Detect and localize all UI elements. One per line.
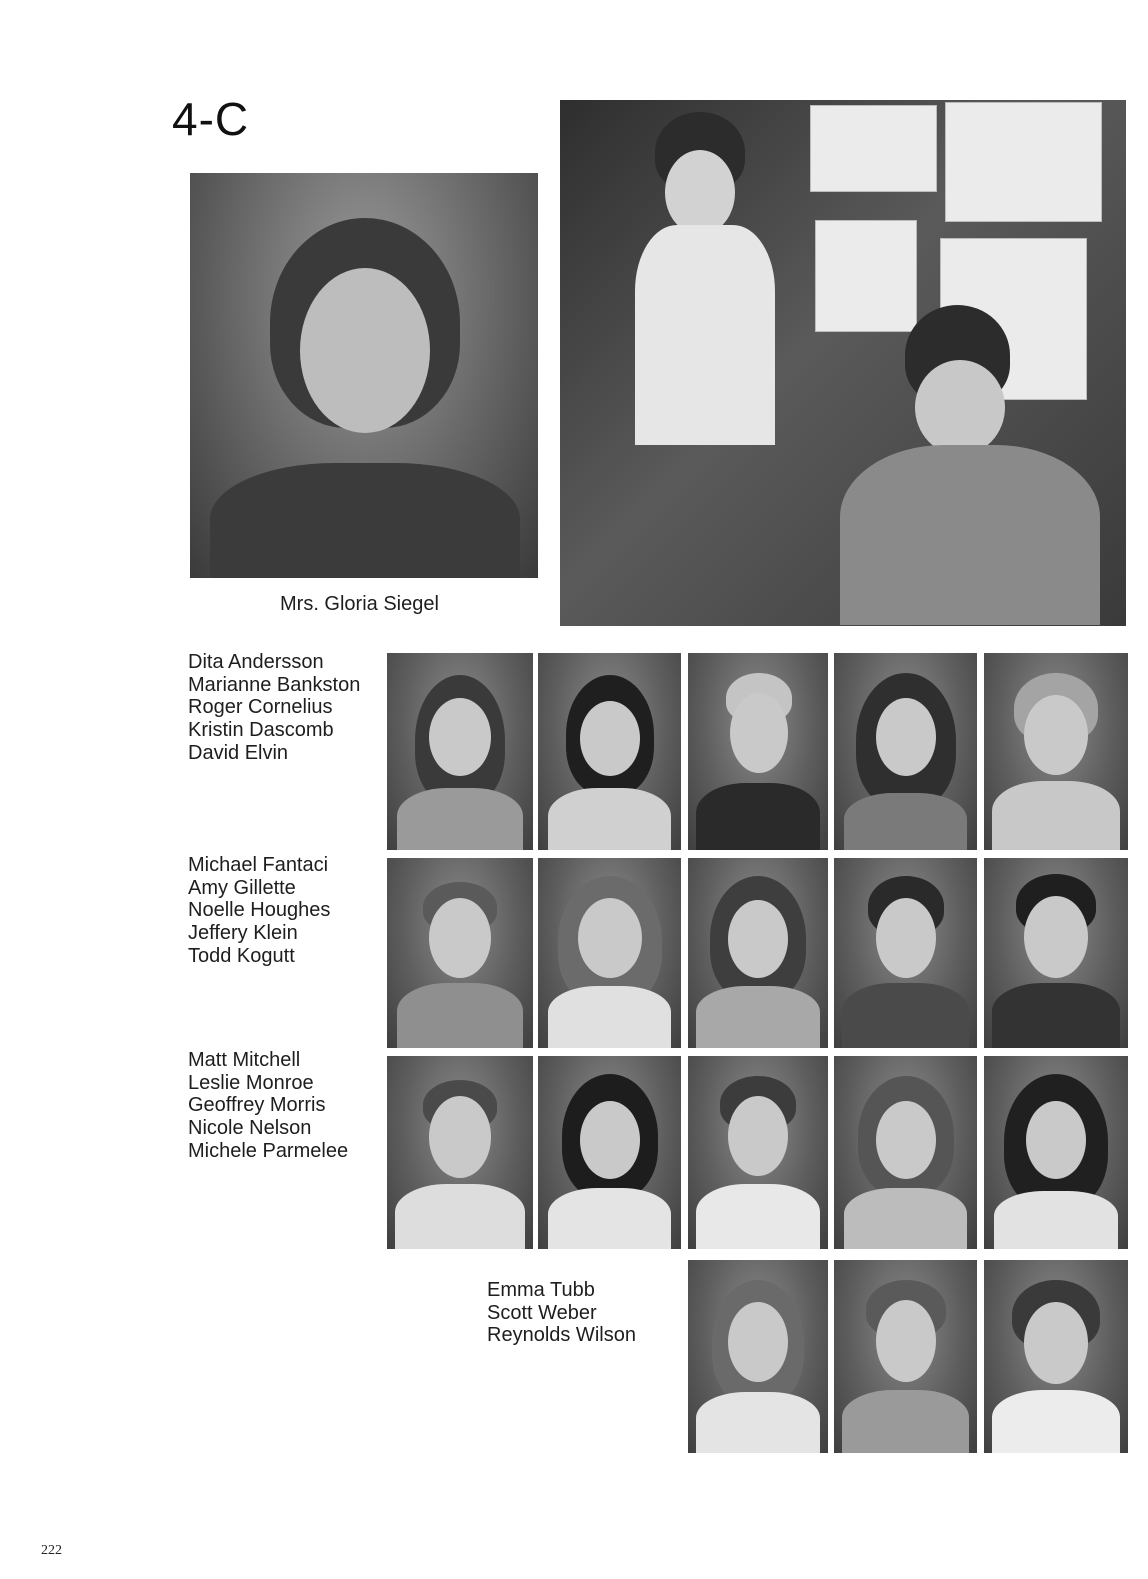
student-photo: [688, 1056, 828, 1249]
student-photo: [834, 1056, 977, 1249]
student-name: Kristin Dascomb: [188, 719, 334, 742]
teacher-photo: [190, 173, 538, 578]
student-name: Todd Kogutt: [188, 944, 295, 967]
student-photo: [387, 653, 533, 850]
student-photo: [984, 653, 1128, 850]
student-name: Roger Cornelius: [188, 696, 333, 719]
student-name: Marianne Bankston: [188, 673, 361, 696]
page-number: 222: [41, 1543, 62, 1558]
student-name: Emma Tubb: [487, 1279, 595, 1301]
student-name: Michele Parmelee: [188, 1139, 349, 1162]
student-name: Michael Fantaci: [188, 854, 329, 876]
student-name: Noelle Houghes: [188, 899, 331, 922]
classroom-photo: [560, 100, 1126, 626]
page-title: 4-C: [172, 93, 250, 145]
student-photo: [834, 1260, 977, 1453]
student-name: Amy Gillette: [188, 876, 296, 899]
student-photo: [387, 858, 533, 1048]
student-photo: [538, 858, 681, 1048]
student-name: Jeffery Klein: [188, 922, 298, 945]
student-photo: [538, 653, 681, 850]
student-photo: [834, 858, 977, 1048]
student-name: Reynolds Wilson: [487, 1324, 636, 1347]
student-name: Matt Mitchell: [188, 1049, 301, 1071]
student-photo: [688, 653, 828, 850]
teacher-caption: Mrs. Gloria Siegel: [280, 593, 439, 615]
name-list-row-4: [487, 1279, 636, 1347]
student-photo: [984, 1056, 1128, 1249]
student-name: David Elvin: [188, 741, 289, 764]
student-name: Geoffrey Morris: [188, 1094, 326, 1117]
student-photo: [688, 858, 828, 1048]
name-list-row-2: [188, 854, 330, 968]
student-name: Nicole Nelson: [188, 1117, 312, 1140]
student-photo: [538, 1056, 681, 1249]
student-name: Leslie Monroe: [188, 1071, 314, 1094]
student-photo: [984, 1260, 1128, 1453]
name-list-row-3: [188, 1049, 348, 1163]
student-photo: [984, 858, 1128, 1048]
student-photo: [688, 1260, 828, 1453]
name-list-row-1: [188, 651, 360, 765]
student-name: Dita Andersson: [188, 651, 324, 673]
student-photo: [834, 653, 977, 850]
student-name: Scott Weber: [487, 1301, 597, 1324]
student-photo: [387, 1056, 533, 1249]
